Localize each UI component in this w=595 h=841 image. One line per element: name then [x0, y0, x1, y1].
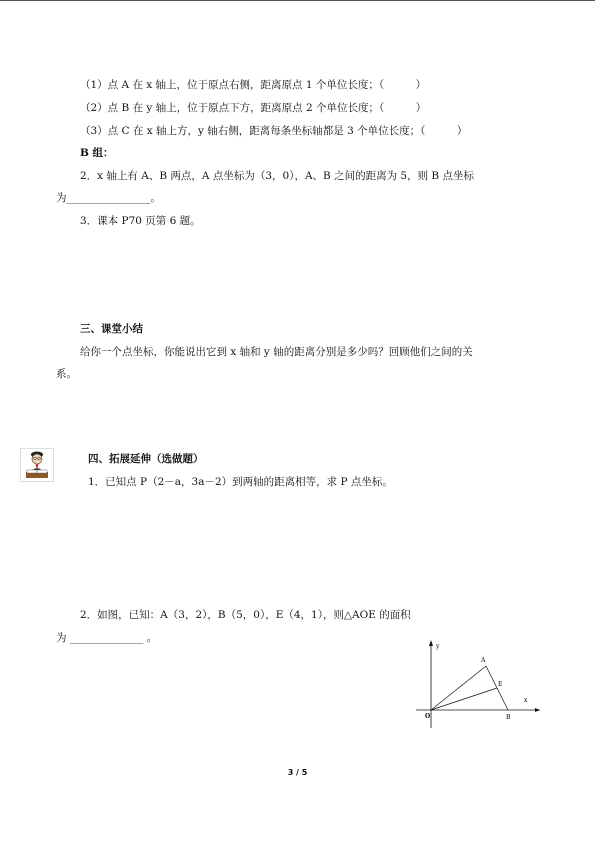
b-group-title: B 组：: [80, 147, 114, 159]
extension-question-2-answer: 为 ______________ 。: [56, 632, 158, 644]
a-group-question-1: （1）点 A 在 x 轴上，位于原点右侧，距离原点 1 个单位长度；（ ）: [80, 79, 427, 91]
summary-title: 三、课堂小结: [80, 323, 143, 335]
label-x: x: [524, 697, 528, 704]
page-number: 3 / 5: [287, 768, 308, 777]
b-group-question-2-answer: 为________________。: [56, 192, 161, 204]
extension-question-2: 2．如图，已知：A（3，2），B（5，0），E（4，1），则△AOE 的面积: [80, 609, 411, 621]
b-group-question-3: 3．课本 P70 页第 6 题。: [80, 215, 201, 227]
reading-teacher-icon: [20, 448, 54, 482]
label-y: y: [436, 643, 440, 650]
label-o: O: [425, 713, 431, 720]
segment-oa: [431, 666, 486, 710]
label-a: A: [481, 657, 486, 664]
a-group-question-3: （3）点 C 在 x 轴上方，y 轴右侧，距离每条坐标轴都是 3 个单位长度；（ ）: [80, 125, 468, 137]
summary-text-line-1: 给你一个点坐标，你能说出它到 x 轴和 y 轴的距离分别是多少吗？回顾他们之间的关: [80, 346, 473, 358]
a-group-question-2: （2）点 B 在 y 轴上，位于原点下方，距离原点 2 个单位长度；（ ）: [80, 102, 427, 114]
extension-title: 四、拓展延伸（选做题）: [88, 453, 204, 465]
label-b: B: [506, 714, 511, 721]
label-e: E: [498, 681, 503, 688]
extension-question-1: 1．已知点 P（2－a，3a－2）到两轴的距离相等，求 P 点坐标。: [88, 476, 393, 488]
segment-oe: [431, 688, 497, 710]
summary-text-line-2: 系。: [56, 368, 77, 380]
header-rule: [0, 0, 595, 1]
b-group-question-2: 2．x 轴上有 A、B 两点，A 点坐标为（3，0），A、B 之间的距离为 5，则 B 点坐标: [80, 170, 474, 182]
triangle-figure: [416, 638, 542, 730]
